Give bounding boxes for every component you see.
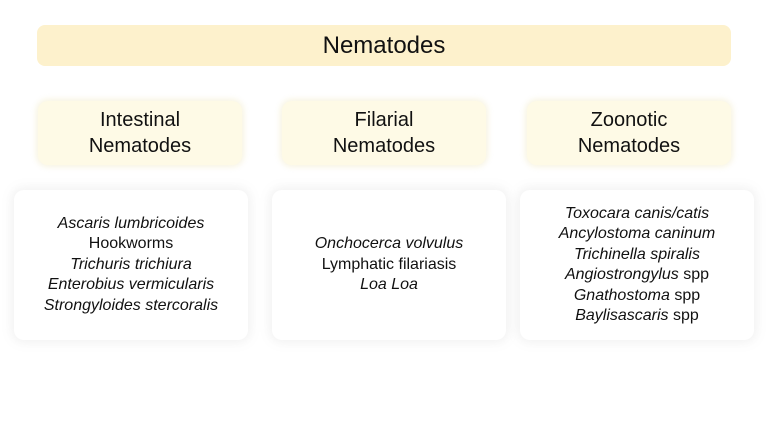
list-item — [70, 255, 192, 276]
list-item — [48, 275, 214, 296]
category-label-line2: Nematodes — [577, 135, 681, 157]
species-name: Ascaris lumbricoides — [57, 214, 205, 232]
species-name: Onchocerca volvulus — [314, 235, 464, 253]
list-item — [360, 275, 418, 296]
card-filarial — [272, 190, 506, 340]
species-suffix: spp — [678, 266, 710, 283]
category-filarial — [282, 101, 486, 165]
species-name: Loa Loa — [360, 276, 418, 294]
species-name: Lymphatic filariasis — [321, 255, 457, 273]
list-item — [44, 296, 218, 317]
species-name: Baylisascaris — [575, 307, 669, 324]
diagram-title — [37, 25, 731, 66]
species-name: Strongyloides stercoralis — [43, 296, 219, 314]
card-intestinal — [14, 190, 248, 340]
category-label-line2: Nematodes — [88, 135, 192, 157]
list-item — [565, 204, 709, 225]
species-name: Ancylostoma caninum — [558, 225, 716, 242]
list-item — [559, 224, 716, 245]
diagram-title-text: Nematodes — [322, 31, 446, 59]
list-item — [565, 265, 709, 286]
card-zoonotic — [520, 190, 754, 340]
species-name: Hookworms — [88, 235, 174, 253]
category-intestinal — [38, 101, 242, 165]
category-label-line1: Intestinal — [99, 109, 181, 131]
list-item — [58, 214, 205, 235]
list-item — [315, 234, 464, 255]
list-item — [574, 245, 700, 266]
list-item — [574, 286, 700, 307]
list-item — [575, 306, 699, 327]
category-label-line1: Zoonotic — [590, 109, 668, 131]
species-suffix: spp — [668, 307, 699, 324]
list-item — [89, 234, 173, 255]
species-suffix: spp — [669, 286, 701, 304]
list-item — [322, 255, 457, 276]
species-name: Trichinella spiralis — [574, 245, 700, 263]
species-name: Enterobius vermicularis — [47, 276, 215, 294]
species-name: Trichuris trichiura — [70, 255, 192, 273]
category-label-line1: Filarial — [354, 109, 414, 131]
species-name: Gnathostoma — [573, 286, 670, 304]
category-label-line2: Nematodes — [332, 135, 436, 157]
category-zoonotic — [527, 101, 731, 165]
species-name: Toxocara canis/catis — [564, 204, 710, 222]
species-name: Angiostrongylus — [564, 266, 679, 283]
